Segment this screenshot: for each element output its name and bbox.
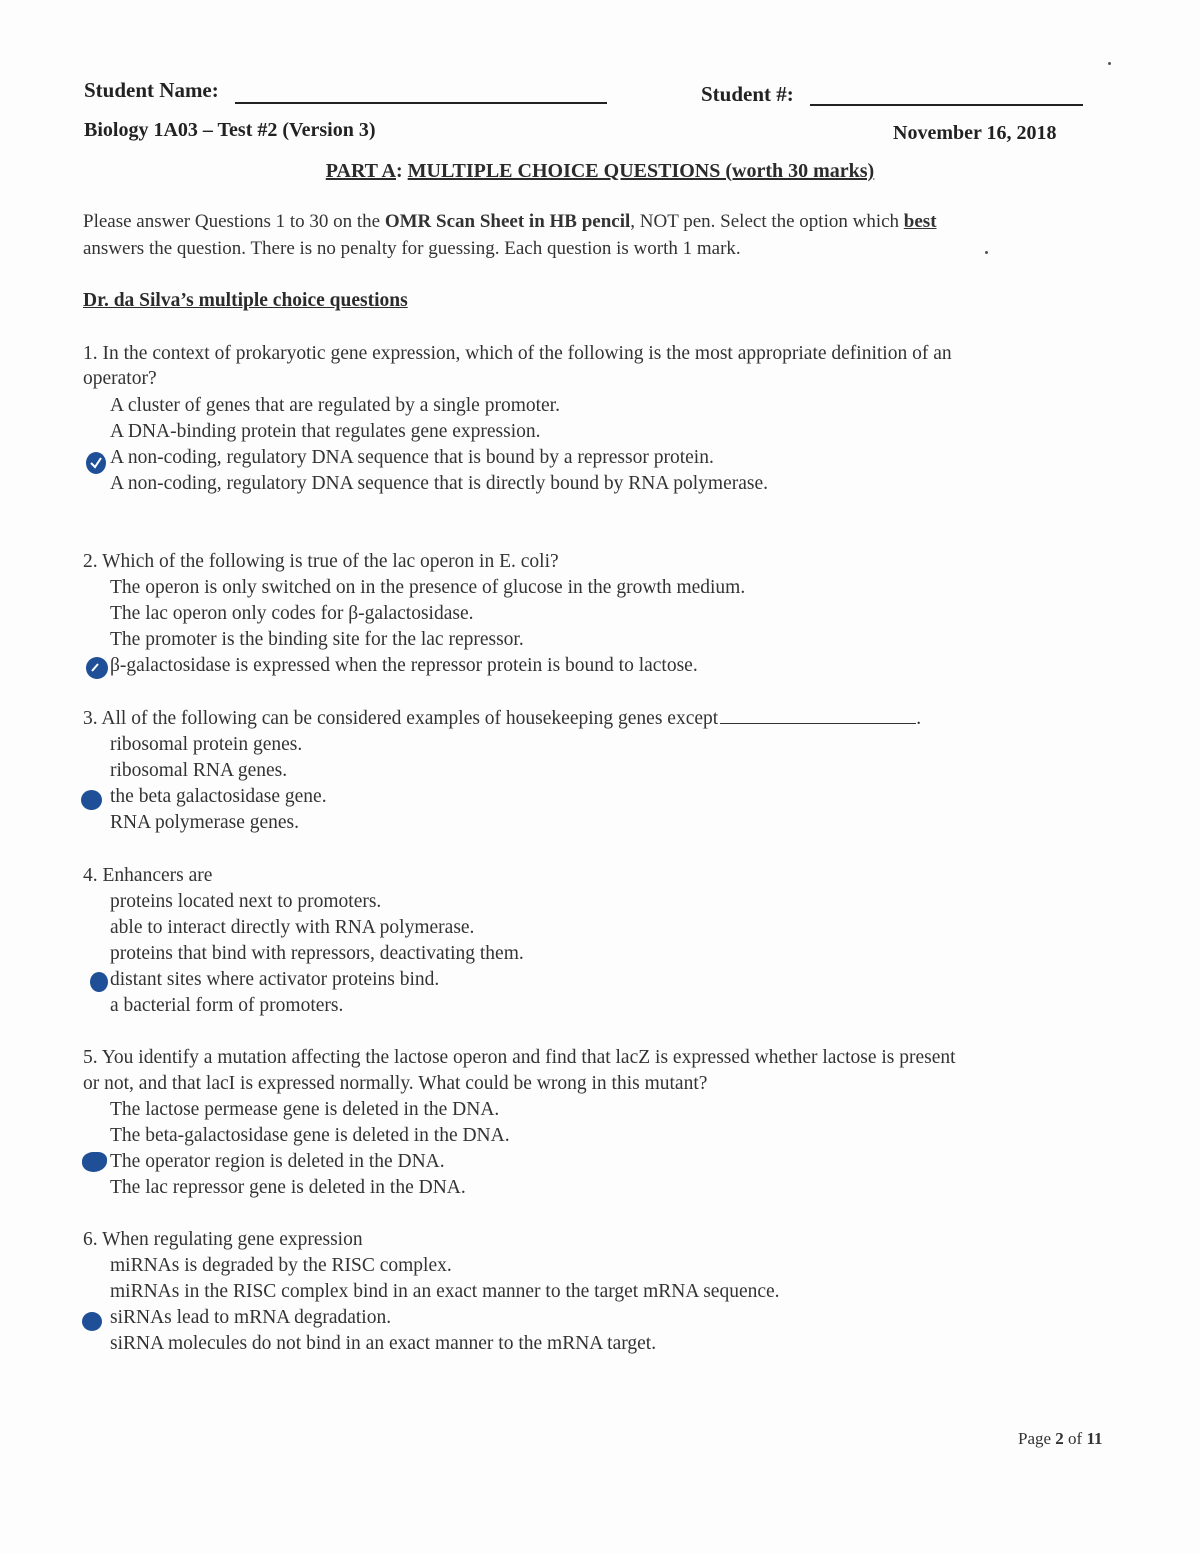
question-5-option: The lac repressor gene is deleted in the DNA. <box>110 1177 466 1198</box>
question-6-option: miRNAs in the RISC complex bind in an exact manner to the target mRNA sequence. <box>110 1281 780 1302</box>
stray-dot <box>1108 62 1111 65</box>
part-title-rest: MULTIPLE CHOICE QUESTIONS (worth 30 marks) <box>407 160 875 182</box>
question-4-stem: 4. Enhancers are <box>83 865 213 886</box>
question-3-option: ribosomal RNA genes. <box>110 760 288 781</box>
question-5-stem: 5. You identify a mutation affecting the lactose operon and find that lacZ is expressed whether lactose is present <box>83 1047 956 1068</box>
instructions-text-a: Please answer Questions 1 to 30 on the <box>83 211 385 232</box>
question-2-stem: 2. Which of the following is true of the lac operon in E. coli? <box>83 551 559 572</box>
question-6-option: siRNA molecules do not bind in an exact manner to the mRNA target. <box>110 1333 657 1354</box>
instructions-text-c: , NOT pen. Select the option which <box>630 211 904 232</box>
instructions-line-2: answers the question. There is no penalty for guessing. Each question is worth 1 mark. <box>83 238 741 259</box>
exam-date: November 16, 2018 <box>893 122 1057 144</box>
stray-dot <box>985 251 988 254</box>
question-2-option: The lac operon only codes for β-galactosidase. <box>110 603 474 624</box>
course-title: Biology 1A03 – Test #2 (Version 3) <box>84 119 376 141</box>
question-3-stem-end: . <box>916 708 922 729</box>
part-title-colon: : <box>396 160 403 182</box>
page-current: 2 <box>1055 1429 1064 1448</box>
answer-fill-mark-icon <box>82 1152 107 1172</box>
question-2-option: The promoter is the binding site for the lac repressor. <box>110 629 524 650</box>
page-number <box>1018 1429 1103 1449</box>
student-name-blank <box>235 102 607 104</box>
question-1-stem: 1. In the context of prokaryotic gene expression, which of the following is the most appropriate definition of an <box>83 343 952 364</box>
instructions-line-1 <box>83 211 937 233</box>
question-5-option: The beta-galactosidase gene is deleted in the DNA. <box>110 1125 510 1146</box>
instructions-text-bold: OMR Scan Sheet in HB pencil <box>384 211 631 232</box>
question-3-stem-text: 3. All of the following can be considered examples of housekeeping genes except <box>83 708 719 729</box>
answer-fill-mark-icon <box>90 972 108 992</box>
question-6-stem: 6. When regulating gene expression <box>83 1229 363 1250</box>
question-5-option: The operator region is deleted in the DNA. <box>110 1151 445 1172</box>
question-6-option: siRNAs lead to mRNA degradation. <box>110 1307 392 1328</box>
student-number-blank <box>810 104 1083 106</box>
page-word: Page <box>1018 1429 1052 1448</box>
question-1-option: A non-coding, regulatory DNA sequence that is directly bound by RNA polymerase. <box>110 473 768 494</box>
answer-blank <box>720 723 916 724</box>
student-number-label: Student #: <box>701 82 794 106</box>
question-3-option: the beta galactosidase gene. <box>110 786 327 807</box>
answer-check-mark-icon <box>86 452 106 474</box>
question-1-stem-cont: operator? <box>83 368 157 389</box>
question-1-option: A non-coding, regulatory DNA sequence that is bound by a repressor protein. <box>110 447 714 468</box>
student-name-label: Student Name: <box>84 78 219 102</box>
answer-fill-mark-icon <box>82 1312 102 1331</box>
page-of-word: of <box>1068 1429 1083 1448</box>
question-1-option: A cluster of genes that are regulated by a single promoter. <box>110 395 560 416</box>
question-4-option: proteins located next to promoters. <box>110 891 382 912</box>
question-4-option: proteins that bind with repressors, deactivating them. <box>110 943 524 964</box>
question-1-option: A DNA-binding protein that regulates gene expression. <box>110 421 541 442</box>
question-3-stem <box>83 708 921 730</box>
answer-check-mark-icon <box>86 657 108 679</box>
question-5-stem-cont: or not, and that lacI is expressed normally. What could be wrong in this mutant? <box>83 1073 708 1094</box>
part-title <box>0 160 1200 183</box>
answer-fill-mark-icon <box>81 790 102 810</box>
question-3-option: RNA polymerase genes. <box>110 812 300 833</box>
question-2-option: β-galactosidase is expressed when the repressor protein is bound to lactose. <box>110 655 698 676</box>
page-total: 11 <box>1086 1429 1103 1448</box>
section-heading: Dr. da Silva’s multiple choice questions <box>83 290 408 311</box>
question-4-option: able to interact directly with RNA polymerase. <box>110 917 475 938</box>
question-2-option: The operon is only switched on in the presence of glucose in the growth medium. <box>110 577 746 598</box>
question-3-option: ribosomal protein genes. <box>110 734 303 755</box>
instructions-text-best: best <box>903 211 937 232</box>
question-5-option: The lactose permease gene is deleted in the DNA. <box>110 1099 500 1120</box>
question-6-option: miRNAs is degraded by the RISC complex. <box>110 1255 452 1276</box>
question-4-option: distant sites where activator proteins bind. <box>110 969 440 990</box>
part-title-prefix: PART A <box>325 160 396 182</box>
question-4-option: a bacterial form of promoters. <box>110 995 344 1016</box>
